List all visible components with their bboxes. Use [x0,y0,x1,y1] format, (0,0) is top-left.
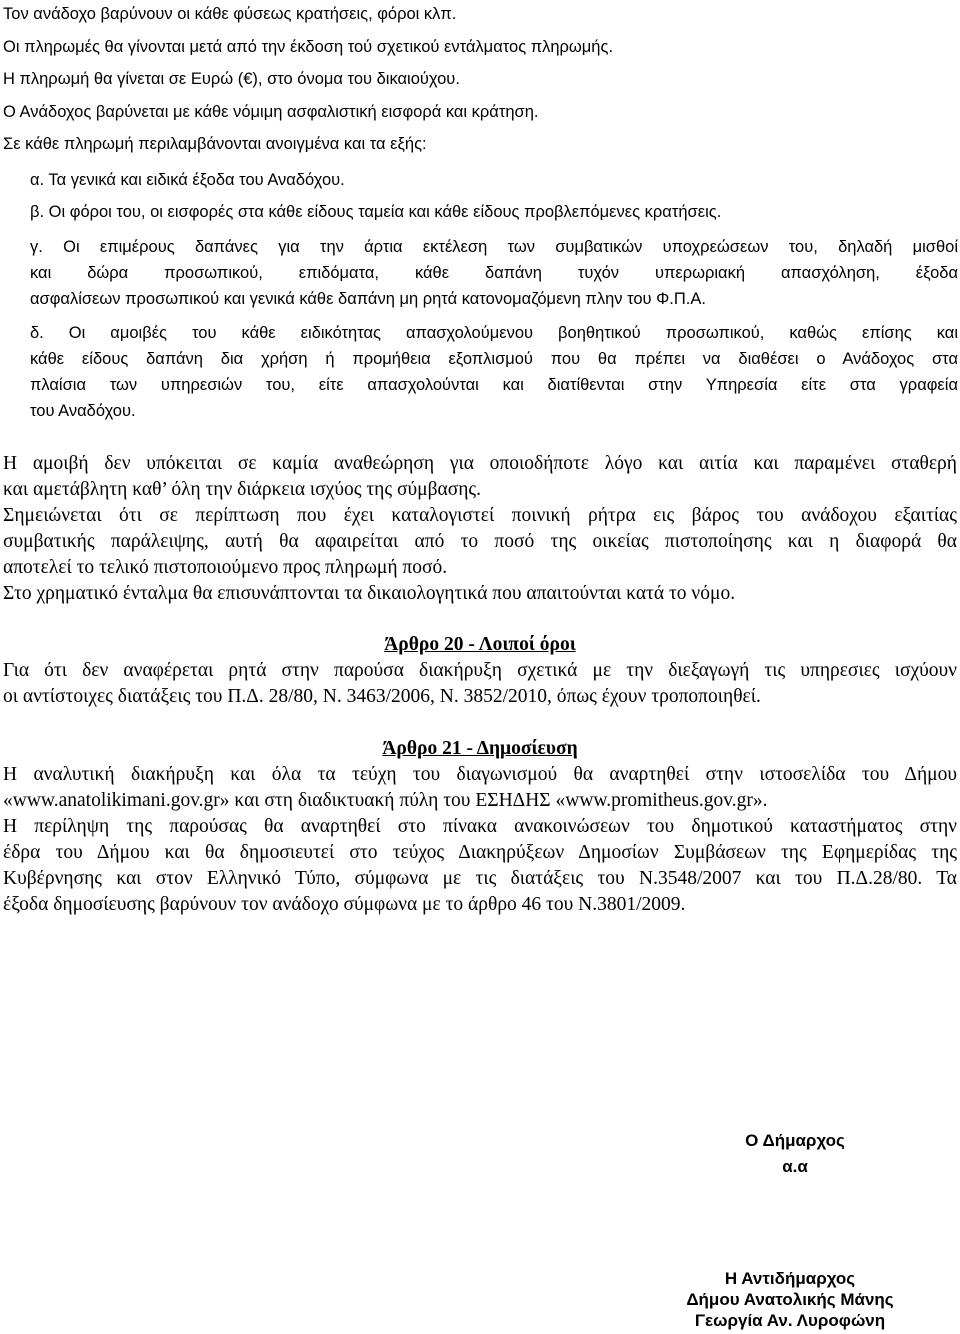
item-c-line-3: ασφαλίσεων προσωπικού και γενικά κάθε δαπάνη μη ρητά κατονομαζόμενη πλην του Φ.Π.Α. [30,290,706,308]
signature-deputy: Η Αντιδήμαρχος [724,1269,856,1288]
signature-aa: α.α [782,1157,808,1176]
article-21-line-4: έδρα του Δήμου και θα δημοσιευτεί στο τεύχος Διακηρύξεων Δημοσίων Συμβάσεων της Εφημερίδας της [3,842,957,863]
intro-line-5: Σε κάθε πληρωμή περιλαμβάνονται ανοιγμένα και τα εξής: [3,135,427,153]
item-d-line-1: δ. Οι αμοιβές του κάθε ειδικότητας απασχολούμενου βοηθητικού προσωπικού, καθώς επίσης και [30,324,958,342]
penalty-line-1: Σημειώνεται ότι σε περίπτωση που έχει καταλογιστεί ποινική ρήτρα εις βάρος του ανάδοχου εξαιτίας [3,505,957,526]
penalty-line-2: συμβατικής παράλειψης, αυτή θα αφαιρείται από το ποσό της οικείας πιστοποίησης και η διαφορά θα [3,531,957,552]
item-a: α. Τα γενικά και ειδικά έξοδα του Αναδόχου. [30,171,345,189]
article-21-heading: Άρθρο 21 - Δημοσίευση [382,738,578,759]
signature-title: Ο Δήμαρχος [745,1131,845,1150]
penalty-line-3: αποτελεί το τελικό πιστοποιούμενο προς πληρωμή ποσό. [3,557,448,578]
article-21-line-2: «www.anatolikimani.gov.gr» και στη διαδικτυακή πύλη του ΕΣΗΔΗΣ «www.promitheus.gov.gr». [3,790,768,811]
intro-line-1: Τον ανάδοχο βαρύνουν οι κάθε φύσεως κρατήσεις, φόροι κλπ. [3,5,457,23]
article-20-line-2: οι αντίστοιχες διατάξεις του Π.Δ. 28/80, Ν. 3463/2006, Ν. 3852/2010, όπως έχουν τροποποιηθεί. [3,686,761,707]
article-21-line-3: Η περίληψη της παρούσας θα αναρτηθεί στο πίνακα ανακοινώσεων του δημοτικού καταστήματος στην [3,816,957,837]
item-d-line-4: του Αναδόχου. [30,402,136,420]
signature-municipality: Δήμου Ανατολικής Μάνης [686,1290,894,1309]
article-20-heading: Άρθρο 20 - Λοιποί όροι [384,634,576,655]
intro-line-3: Η πληρωμή θα γίνεται σε Ευρώ (€), στο όνομα του δικαιούχου. [3,70,460,88]
item-d-line-2: κάθε είδους δαπάνη δια χρήση ή προμήθεια εξοπλισμού που θα πρέπει να διαθέσει ο Ανάδοχος στα [30,350,958,368]
item-b: β. Οι φόροι του, οι εισφορές στα κάθε είδους ταμεία και κάθε είδους προβλεπόμενες κρατήσεις. [30,203,722,221]
article-20-line-1: Για ότι δεν αναφέρεται ρητά στην παρούσα διακήρυξη σχετικά με την διεξαγωγή τις υπηρεσιες ισχύουν [3,660,957,681]
fee-line-2: και αμετάβλητη καθ’ όλη την διάρκεια ισχύος της σύμβασης. [3,479,482,500]
item-c-line-2: και δώρα προσωπικού, επιδόματα, κάθε δαπάνη τυχόν υπερωριακή απασχόληση, έξοδα [30,264,958,282]
item-c-line-1: γ. Οι επιμέρους δαπάνες για την άρτια εκτέλεση των συμβατικών υποχρεώσεων του, δηλαδή μισθοί [30,238,958,256]
article-21-line-1: Η αναλυτική διακήρυξη και όλα τα τεύχη του διαγωνισμού θα αναρτηθεί στην ιστοσελίδα του Δήμου [3,764,957,785]
intro-line-4: Ο Ανάδοχος βαρύνεται με κάθε νόμιμη ασφαλιστική εισφορά και κράτηση. [3,103,539,121]
signature-name: Γεωργία Αν. Λυροφώνη [694,1311,886,1330]
warrant-line: Στο χρηματικό ένταλμα θα επισυνάπτονται τα δικαιολογητικά που απαιτούνται κατά το νόμο. [3,583,736,604]
article-21-line-5: Κυβέρνησης και στον Ελληνικό Τύπο, σύμφωνα με τις διατάξεις του Ν.3548/2007 και του Π.Δ.28/80. Τα [3,868,957,889]
article-21-line-6: έξοδα δημοσίευσης βαρύνουν τον ανάδοχο σύμφωνα με το άρθρο 46 του Ν.3801/2009. [3,894,686,915]
intro-line-2: Οι πληρωμές θα γίνονται μετά από την έκδοση τού σχετικού εντάλματος πληρωμής. [3,38,614,56]
item-d-line-3: πλαίσια των υπηρεσιών του, είτε απασχολούνται και διατίθενται στην Υπηρεσία είτε στα γραφεία [30,376,958,394]
fee-line-1: Η αμοιβή δεν υπόκειται σε καμία αναθεώρηση για οποιοδήποτε λόγο και αιτία και παραμένει σταθερή [3,453,957,474]
